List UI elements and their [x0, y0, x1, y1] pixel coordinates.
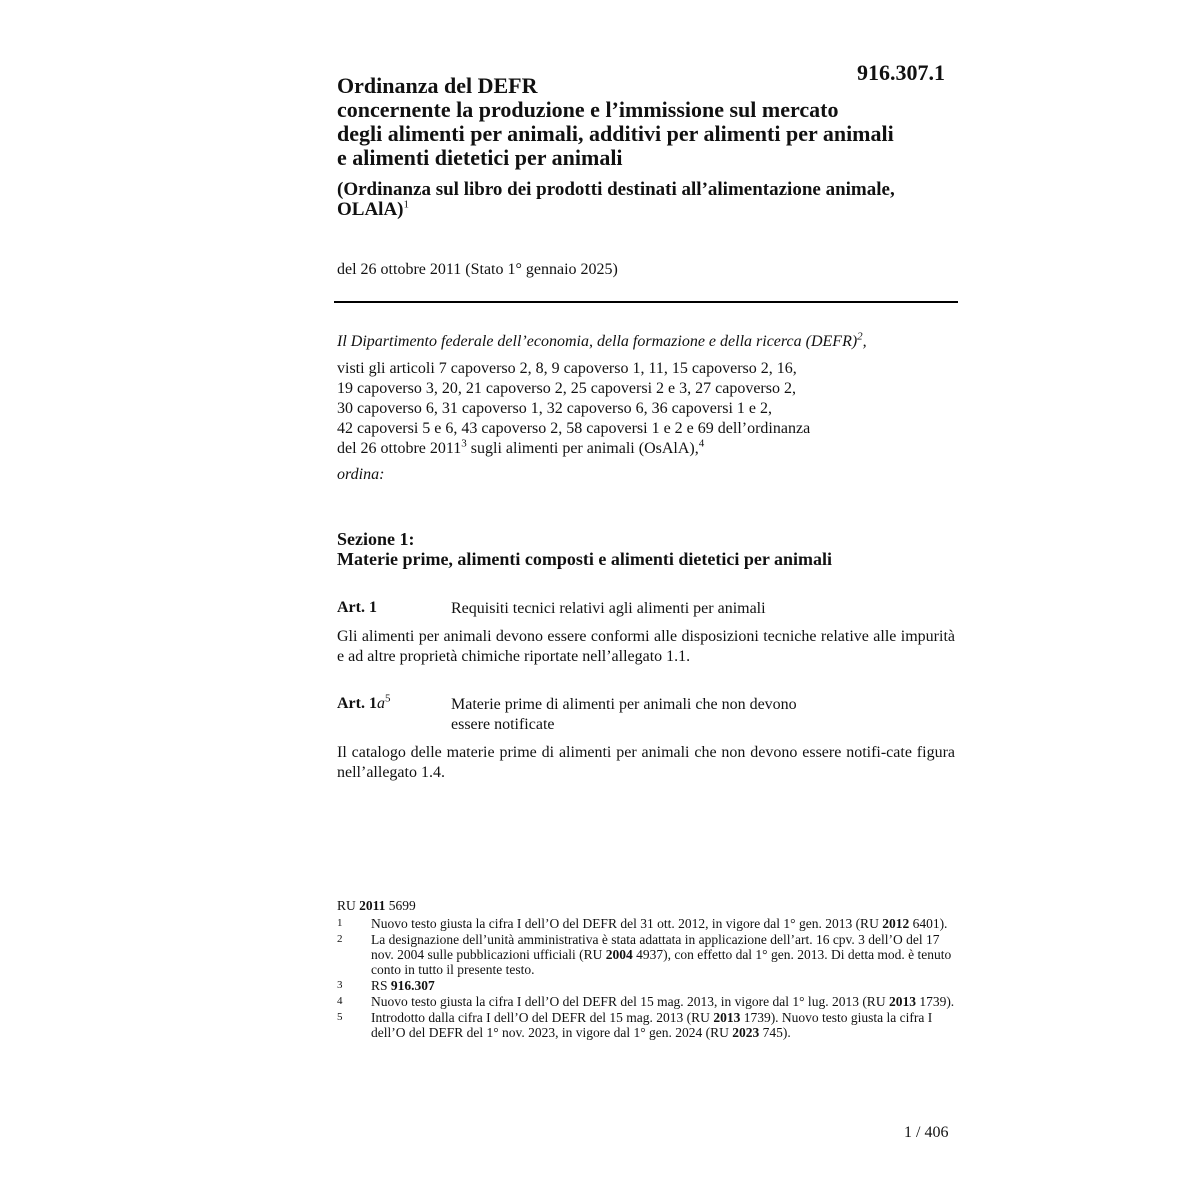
footnote	[337, 932, 962, 977]
document-subtitle	[337, 180, 967, 220]
header-divider	[334, 301, 958, 303]
article-title-line: Materie prime di alimenti per animali che non devono	[451, 696, 797, 713]
footnote-text: Introdotto dalla cifra I dell’O del DEFR del 15 mag. 2013 (RU 2013 1739). Nuovo testo giusta la cifra I dell’O del DEFR del 1° nov. 2023, in vigore dal 1° gen. 2024 (RU 2023 745).	[371, 1010, 933, 1040]
basis-line	[337, 439, 897, 459]
footnote-text: Nuovo testo giusta la cifra I dell’O del DEFR del 31 ott. 2012, in vigore dal 1° gen. 2013 (RU 2012 6401).	[371, 916, 948, 931]
footnote-mark: 3	[337, 979, 343, 991]
footnote-text: RS 916.307	[371, 978, 435, 993]
footnote-mark: 2	[337, 933, 343, 945]
title-line: e alimenti dietetici per animali	[337, 145, 623, 170]
article-title	[451, 695, 871, 735]
article-body: Gli alimenti per animali devono essere conformi alle disposizioni tecniche relative alle impurità e ad altre proprietà chimiche riportate nell’allegato 1.1.	[337, 628, 955, 665]
ru-prefix: RU	[337, 898, 360, 913]
footnote	[337, 1010, 962, 1040]
article-number-suffix: a	[376, 695, 385, 712]
footnote	[337, 994, 962, 1009]
section-heading	[337, 529, 832, 569]
footnote-ref[interactable]: 4	[698, 437, 705, 450]
article-number-text: Art. 1	[337, 695, 377, 712]
basis-line: 42 capoversi 5 e 6, 43 capoverso 2, 58 capoversi 1 e 2 e 69 dell’ordinanza	[337, 420, 811, 437]
document-title	[337, 74, 967, 170]
ru-year: 2011	[359, 898, 386, 913]
footnote-text: La designazione dell’unità amministrativa è stata adattata in applicazione dell’art. 16 cpv. 3 dell’O del 17 nov. 2004 sulle pubblicazioni ufficiali (RU 2004 4937), con effetto dal 1° gen. 2013. Di detta mod. è tenuto conto in tutto il presente testo.	[371, 932, 952, 977]
authority-tail: ,	[862, 333, 867, 350]
footnote-ref[interactable]: 2	[857, 330, 863, 343]
footnote-mark: 4	[337, 995, 343, 1007]
subtitle-line: OLAlA)	[337, 199, 404, 220]
section-title: Materie prime, alimenti composti e alimenti dietetici per animali	[337, 549, 833, 569]
basis-text: sugli alimenti per animali (OsAlA),	[466, 440, 699, 457]
footnote-ref[interactable]: 3	[461, 437, 467, 450]
article-number: Art. 1	[337, 599, 377, 616]
footnotes	[337, 898, 962, 1040]
basis-text: del 26 ottobre 2011	[337, 440, 462, 457]
article-body: Il catalogo delle materie prime di alimenti per animali che non devono essere notifi-cate figura nell’allegato 1.4.	[337, 744, 955, 781]
preamble-authority	[337, 330, 867, 351]
title-line: concernente la produzione e l’immissione sul mercato	[337, 97, 839, 122]
basis-line: 19 capoverso 3, 20, 21 capoverso 2, 25 capoversi 2 e 3, 27 capoverso 2,	[337, 380, 796, 397]
footnote-ref[interactable]: 5	[384, 692, 391, 705]
article-number	[337, 692, 391, 713]
footnote-text: Nuovo testo giusta la cifra I dell’O del DEFR del 15 mag. 2013, in vigore dal 1° lug. 2013 (RU 2013 1739).	[371, 994, 955, 1009]
footnote	[337, 916, 962, 931]
footnote-ref[interactable]: 1	[403, 198, 409, 211]
footnote-mark: 5	[337, 1011, 343, 1023]
footnote	[337, 978, 962, 993]
ru-reference	[337, 898, 962, 913]
article-title-line: essere notificate	[451, 716, 555, 733]
document-date: del 26 ottobre 2011 (Stato 1° gennaio 2025)	[337, 261, 618, 278]
title-line: degli alimenti per animali, additivi per alimenti per animali	[337, 121, 894, 146]
ru-page: 5699	[385, 898, 416, 913]
preamble-ordina: ordina:	[337, 466, 385, 483]
section-number: Sezione 1:	[337, 529, 415, 549]
page-number: 1 / 406	[904, 1124, 949, 1141]
document-number: 916.307.1	[857, 60, 945, 85]
footnote-mark: 1	[337, 917, 343, 929]
subtitle-line: (Ordinanza sul libro dei prodotti destinati all’alimentazione animale,	[337, 179, 895, 200]
authority-text: Il Dipartimento federale dell’economia, della formazione e della ricerca (DEFR)	[337, 333, 858, 350]
article-title: Requisiti tecnici relativi agli alimenti per animali	[451, 600, 766, 617]
title-line: Ordinanza del DEFR	[337, 73, 538, 98]
basis-line: 30 capoverso 6, 31 capoverso 1, 32 capoverso 6, 36 capoversi 1 e 2,	[337, 400, 772, 417]
preamble-legal-basis	[337, 359, 897, 459]
basis-line: visti gli articoli 7 capoverso 2, 8, 9 capoverso 1, 11, 15 capoverso 2, 16,	[337, 360, 797, 377]
